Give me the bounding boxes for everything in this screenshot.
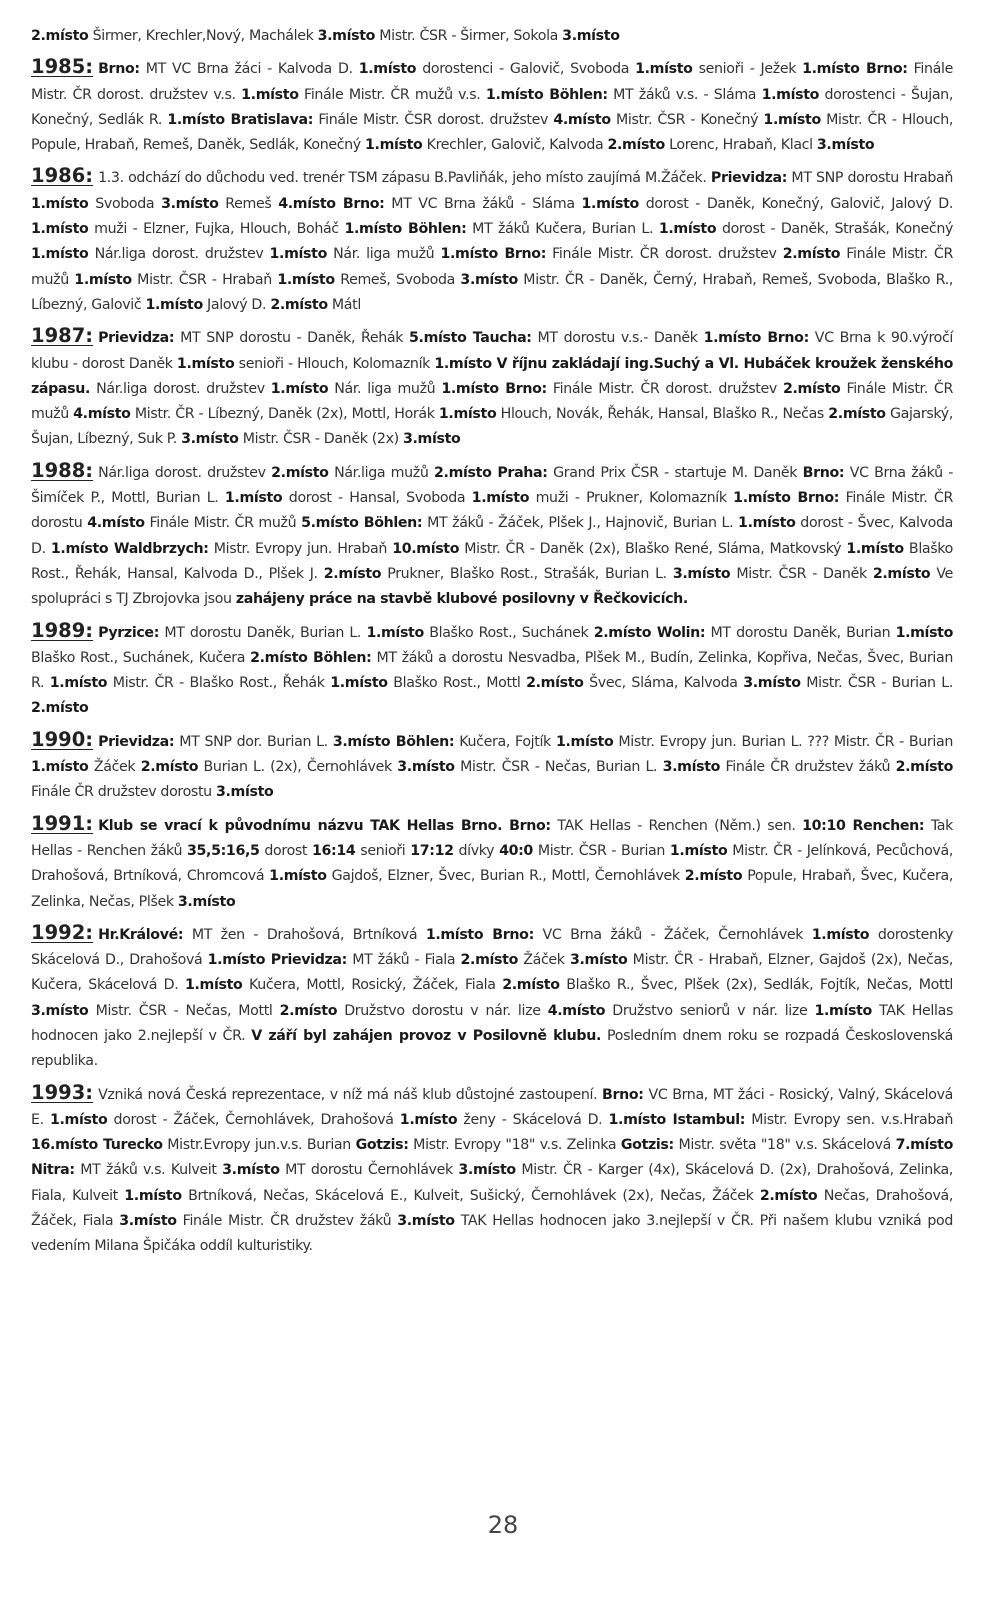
bold-text: 1.místo [74, 271, 132, 288]
bold-text: 1.místo Waldbrzych: [50, 540, 209, 557]
bold-text: 2.místo [782, 380, 841, 397]
bold-text: 1.místo [49, 675, 108, 692]
bold-text: 4.místo [73, 406, 131, 423]
bold-text: V září byl zahájen provoz v Posilovně klubu. [251, 1027, 602, 1044]
text-run: Tak Hellas - Renchen žáků [31, 817, 954, 859]
bold-text: 3.místo [403, 431, 461, 448]
bold-text: 1.místo [31, 246, 89, 263]
text-run: dorost - Švec, Kalvoda D. [31, 515, 953, 557]
bold-text: 2.místo [759, 1187, 818, 1204]
bold-text: 2.místo [872, 565, 931, 582]
bold-text: 1.místo [555, 733, 614, 750]
bold-text: 5.místo Taucha: [409, 330, 532, 347]
bold-text: 3.místo [569, 952, 628, 969]
bold-text: 3.místo [161, 195, 219, 212]
bold-text: 1.místo Brno: [703, 330, 809, 347]
text-run: TAK Hellas hodnocen jako 3.nejlepší v ČR. Při našem klubu vzniká pod vedením Milana Špičáka oddíl kulturistiky. [31, 1213, 953, 1255]
bold-text: 1.místo [581, 195, 639, 212]
bold-text: 1.místo [145, 296, 203, 313]
bold-text: 17:12 [410, 842, 454, 859]
text-run: Hlouch, Novák, Řehák, Hansal, Blaško R., Nečas [496, 406, 829, 423]
text-run: dívky [453, 842, 500, 859]
text-run: MT žáků v.s. Kulveit [74, 1162, 223, 1179]
bold-text: 3.místo [181, 431, 239, 448]
text-run: Nár. liga mužů [328, 380, 442, 397]
text-run: MT žáků - Fiala [346, 952, 461, 969]
text-run: Brtníková, Nečas, Skácelová E., Kulveit, Sušický, Černohlávek (2x), Nečas, Žáček [181, 1187, 760, 1204]
text-run: Mistr. ČR - Hlouch, Popule, Hrabaň, Remeš, Daněk, Sedlák, Konečný [31, 111, 953, 154]
bold-text: Brno: [802, 464, 845, 481]
text-run: Nár.liga dorost. družstev [88, 246, 270, 263]
bold-text: 1.místo [365, 137, 423, 154]
year-heading: 1989: [31, 618, 94, 642]
text-run: Mistr. ČR - Jelínková, Pecůchová, Drahošová, Brtníková, Chromcová [31, 842, 953, 885]
text-run: Finále Mistr. ČR dorost. družstev v.s. [31, 61, 953, 103]
text-run: Finále Mistr. ČR mužů [31, 246, 953, 288]
bold-text: 3.místo [743, 675, 801, 692]
text-run: Prukner, Blaško Rost., Strašák, Burian L. [381, 565, 673, 582]
intro-paragraph [31, 24, 953, 49]
bold-text: 2.místo Wolin: [593, 624, 706, 641]
bold-text: 3.místo [816, 137, 875, 154]
text-run: Finále Mistr. ČR mužů [31, 380, 953, 423]
text-run: Družstvo dorostu v nár. lize [337, 1002, 548, 1019]
bold-text: 3.místo [460, 271, 518, 288]
bold-text: 1.místo [269, 246, 327, 263]
bold-text: 1.místo [31, 221, 89, 238]
text-run: Mistr. ČR - Blaško Rost., Řehák [107, 675, 331, 692]
bold-text: 1.místo V říjnu zakládají ing.Suchý a Vl. Hubáček kroužek ženského zápasu. [31, 355, 954, 397]
bold-text: 2.místo Böhlen: [250, 649, 372, 666]
bold-text: 10:10 Renchen: [802, 817, 925, 834]
bold-text: 2.místo Praha: [434, 464, 548, 481]
year-paragraph [31, 811, 953, 915]
year-paragraph [31, 1080, 953, 1260]
bold-text: 2.místo [782, 246, 841, 263]
bold-text: 1.místo [31, 195, 89, 212]
bold-text: 2.místo [607, 137, 665, 154]
text-run: Mistr. ČSR - Nečas, Burian L. [454, 759, 663, 776]
year-paragraph [31, 54, 953, 158]
year-paragraph [31, 323, 953, 452]
text-run: Gajarský, Šujan, Líbezný, Suk P. [31, 406, 953, 448]
text-run: MT žáků a dorostu Nesvadba, Plšek M., Budín, Zelinka, Kopřiva, Nečas, Švec, Burian R. [31, 649, 953, 692]
text-run: Kučera, Fojtík [454, 733, 556, 750]
bold-text: 2.místo [271, 464, 329, 481]
bold-text: 1.místo [277, 271, 335, 288]
text-run: Mistr. ČSR - Širmer, Sokola [375, 28, 563, 44]
text-run: MT žen - Drahošová, Brtníková [183, 926, 426, 943]
year-heading: 1987: [31, 324, 94, 348]
bold-text: Gotzis: [355, 1137, 409, 1154]
bold-text: 1.místo [846, 540, 904, 557]
bold-text: 4.místo [87, 515, 145, 532]
bold-text: 4.místo Brno: [278, 195, 385, 212]
text-run: muži - Prukner, Kolomazník [529, 490, 734, 507]
text-run: Mistr. Evropy sen. v.s.Hrabaň [745, 1111, 953, 1128]
bold-text: 1.místo [814, 1002, 872, 1019]
bold-text: 3.místo [397, 759, 455, 776]
text-run: Finále Mistr. ČR dorost. družstev [546, 380, 783, 397]
text-run: dorost - Daněk, Strašák, Konečný [716, 221, 954, 238]
text-run: Mistr. světa "18" v.s. Skácelová [673, 1137, 896, 1154]
text-run: 1.3. odchází do důchodu ved. trenér TSM zápasu B.Pavliňák, jeho místo zaujímá M.Žáček. [98, 170, 711, 187]
text-run: VC Brna k 90.výročí klubu - dorost Daněk [31, 330, 954, 372]
bold-text: 2.místo [460, 952, 518, 969]
text-run: Mistr. ČR - Daněk, Černý, Hrabaň, Remeš, Svoboda, Blaško R., Líbezný, Galovič [31, 271, 953, 313]
text-run: Finále Mistr. ČSR dorost. družstev [313, 111, 554, 128]
bold-text: 1.místo [330, 675, 388, 692]
bold-text: 1.místo [658, 221, 717, 238]
text-run: Mistr. ČSR - Daněk [730, 565, 873, 582]
bold-text: 3.místo Böhlen: [332, 733, 455, 750]
bold-text: 1.místo [438, 406, 497, 423]
bold-text: 1.místo [399, 1111, 458, 1128]
text-run: MT dorostu Daněk, Burian L. [159, 624, 367, 641]
text-run: Mistr. ČSR - Konečný [610, 111, 764, 128]
bold-text: 3.místo [215, 784, 274, 801]
bold-text: 1.místo Brno: [440, 246, 547, 263]
bold-text: 1.místo [185, 977, 243, 994]
text-run: MT VC Brna žáci - Kalvoda D. [139, 61, 359, 78]
text-run: Nár.liga dorost. družstev [90, 380, 271, 397]
text-run: Mistr. ČSR - Daněk (2x) [238, 431, 403, 448]
bold-text: 4.místo [553, 111, 611, 128]
bold-text: 3.místo [119, 1213, 177, 1230]
bold-text: 2.místo [279, 1002, 338, 1019]
year-paragraph [31, 727, 953, 806]
text-run: Blaško Rost., Suchánek, Kučera [31, 649, 251, 666]
bold-text: 2.místo [270, 296, 328, 313]
bold-text: 1.místo [895, 624, 953, 641]
text-run: MT žáků Kučera, Burian L. [466, 221, 659, 238]
text-run: Posledním dnem roku se rozpadá Československá republika. [31, 1027, 954, 1070]
bold-text: 1.místo [241, 86, 299, 103]
page-number: 28 [487, 1511, 519, 1539]
text-run: TAK Hellas - Renchen (Něm.) sen. [550, 817, 803, 834]
year-paragraph [31, 458, 953, 613]
text-run: MT VC Brna žáků - Sláma [384, 195, 582, 212]
text-run: Mistr. ČSR - Hrabaň [131, 271, 278, 288]
bold-text: 1.místo [270, 380, 329, 397]
text-run: Finále Mistr. ČR dorost. družstev [546, 246, 783, 263]
bold-text: 3.místo [317, 28, 376, 44]
bold-text: 1.místo Brno: [441, 380, 547, 397]
bold-text: 5.místo Böhlen: [301, 515, 423, 532]
text-run: Gajdoš, Elzner, Švec, Burian R., Mottl, Černohlávek [326, 868, 685, 885]
year-entries [31, 54, 953, 1259]
text-run: ženy - Skácelová D. [457, 1111, 609, 1128]
text-run: Nár. liga mužů [326, 246, 441, 263]
text-run: Kučera, Mottl, Rosický, Žáček, Fiala [242, 977, 503, 994]
bold-text: 1.místo Brno: [802, 61, 908, 78]
text-run: Širmer, Krechler,Nový, Machálek [88, 28, 318, 44]
text-run: MT SNP dor. Burian L. [174, 733, 333, 750]
bold-text: 3.místo [397, 1213, 455, 1230]
bold-text: 3.místo [31, 1002, 89, 1019]
text-run: dorost - Daněk, Konečný, Galovič, Jalový D. [638, 195, 954, 212]
text-run: Grand Prix ČSR - startuje M. Daněk [547, 464, 803, 481]
bold-text: 1.místo [31, 759, 89, 776]
bold-text: 4.místo [547, 1002, 606, 1019]
bold-text: 1.místo Brno: [733, 490, 840, 507]
text-run: muži - Elzner, Fujka, Hlouch, Boháč [88, 221, 345, 238]
text-run: MT dorostu Daněk, Burian [705, 624, 896, 641]
text-run: Mátl [327, 296, 361, 313]
text-run: Popule, Hrabaň, Švec, Kučera, Zelinka, Nečas, Plšek [31, 868, 953, 910]
text-run: VC Brna žáků - Šimíček P., Mottl, Burian L. [31, 464, 953, 507]
bold-text: Brno: [602, 1086, 644, 1103]
text-run: MT dorostu v.s.- Daněk [531, 330, 704, 347]
bold-text: zahájeny práce na stavbě klubové posilovny v Řečkovicích. [235, 591, 688, 608]
bold-text: 2.místo [31, 700, 89, 717]
text-run: Mistr. Evropy jun. Burian L. ??? Mistr. ČR - Burian [613, 733, 953, 750]
text-run: senioři [355, 842, 411, 859]
text-run: Mistr.Evropy jun.v.s. Burian [162, 1137, 356, 1154]
text-run: MT SNP dorostu Hrabaň [787, 170, 953, 187]
text-run: Mistr. ČR - Daněk (2x), Blaško René, Sláma, Matkovský [459, 540, 847, 557]
text-run: Mistr. Evropy "18" v.s. Zelinka [408, 1137, 621, 1154]
text-run: MT žáků - Žáček, Plšek J., Hajnovič, Burian L. [422, 515, 739, 532]
bold-text: Brno: [98, 61, 140, 78]
text-run: Finále ČR družstev dorostu [31, 784, 216, 801]
text-run: Mistr. ČR - Hrabaň, Elzner, Gajdoš (2x), Nečas, Kučera, Skácelová D. [31, 952, 953, 994]
text-run: Mistr. ČR - Karger (4x), Skácelová D. (2x), Drahošová, Zelinka, Fiala, Kulveit [31, 1162, 953, 1204]
text-run: VC Brna žáků - Žáček, Černohlávek [533, 926, 812, 943]
text-run: Blaško Rost., Řehák, Hansal, Kalvoda D., Plšek J. [31, 540, 953, 582]
text-run: Blaško R., Švec, Plšek (2x), Sedlák, Fojtík, Nečas, Mottl [559, 977, 953, 994]
bold-text: Klub se vrací k původnímu názvu TAK Hellas Brno. Brno: [98, 817, 551, 834]
text-run: Lorenc, Hrabaň, Klacl [664, 137, 817, 154]
text-run: MT SNP dorostu - Daněk, Řehák [174, 330, 410, 347]
year-paragraph [31, 920, 953, 1075]
bold-text: 1.místo [224, 490, 283, 507]
text-run: Nár.liga mužů [328, 464, 435, 481]
text-run: Mistr. ČSR - Burian [532, 842, 670, 859]
year-heading: 1990: [31, 727, 94, 751]
text-run: Nár.liga dorost. družstev [98, 464, 272, 481]
bold-text: 1.místo [471, 490, 530, 507]
bold-text: 1.místo [124, 1187, 182, 1204]
text-run: dorostenci - Galovič, Svoboda [416, 61, 636, 78]
bold-text: 3.místo [177, 893, 236, 910]
text-run: Žáček [88, 759, 141, 776]
year-heading: 1988: [31, 458, 94, 482]
bold-text: 3.místo [662, 759, 721, 776]
text-run: Žáček [517, 952, 570, 969]
text-run: Finále Mistr. ČR dorostu [31, 490, 953, 532]
text-run: Finále ČR družstev žáků [720, 759, 896, 776]
text-run: Finále Mistr. ČR mužů v.s. [298, 86, 486, 103]
bold-text: 2.místo [502, 977, 560, 994]
text-run: Krechler, Galovič, Kalvoda [422, 137, 608, 154]
year-heading: 1993: [31, 1080, 94, 1104]
bold-text: 1.místo [763, 111, 821, 128]
year-paragraph [31, 163, 953, 318]
bold-text: 1.místo [738, 515, 796, 532]
text-run: TAK Hellas hodnocen jako 2.nejlepší v ČR. [31, 1002, 953, 1044]
bold-text: 1.místo Böhlen: [485, 86, 608, 103]
year-heading: 1992: [31, 920, 94, 944]
text-run: Svoboda [88, 195, 162, 212]
bold-text: 1.místo [49, 1111, 108, 1128]
bold-text: 1.místo Brno: [425, 926, 534, 943]
bold-text: 3.místo [222, 1162, 280, 1179]
bold-text: 2.místo [828, 406, 886, 423]
text-run: dorostenky Skácelová D., Drahošová [31, 926, 954, 969]
bold-text: 3.místo [562, 28, 620, 44]
bold-text: 16:14 [312, 842, 356, 859]
text-run: dorost - Žáček, Černohlávek, Drahošová [107, 1111, 400, 1128]
bold-text: 1.místo Böhlen: [344, 221, 467, 238]
text-run: Nečas, Drahošová, Žáček, Fiala [31, 1187, 953, 1230]
bold-text: Prievidza: [98, 733, 175, 750]
bold-text: 1.místo [176, 355, 235, 372]
bold-text: 40:0 [499, 842, 533, 859]
text-run: VC Brna, MT žáci - Rosický, Valný, Skácelová E. [31, 1086, 953, 1128]
text-run: Jalový D. [202, 296, 271, 313]
bold-text: 2.místo [323, 565, 382, 582]
text-run: dorost [259, 842, 313, 859]
year-heading: 1991: [31, 811, 94, 835]
bold-text: 1.místo [761, 86, 820, 103]
text-run: Ve spolupráci s TJ Zbrojovka jsou [31, 565, 953, 608]
bold-text: 16.místo Turecko [31, 1137, 163, 1154]
text-run: Burian L. (2x), Černohlávek [198, 759, 398, 776]
bold-text: 1.místo [358, 61, 417, 78]
bold-text: 10.místo [392, 540, 460, 557]
text-run: Remeš, Svoboda [334, 271, 461, 288]
document-page [31, 24, 953, 1260]
bold-text: 1.místo Istambul: [608, 1111, 746, 1128]
bold-text: 3.místo [458, 1162, 516, 1179]
text-run: MT žáků v.s. - Sláma [607, 86, 762, 103]
text-run: Blaško Rost., Suchánek [423, 624, 594, 641]
bold-text: Prievidza: [98, 330, 175, 347]
text-run: Finále Mistr. ČR družstev žáků [176, 1213, 398, 1230]
text-run: MT dorostu Černohlávek [279, 1162, 459, 1179]
bold-text: Pyrzice: [98, 624, 160, 641]
text-run: Blaško Rost., Mottl [387, 675, 527, 692]
bold-text: 2.místo [526, 675, 584, 692]
year-paragraph [31, 618, 953, 722]
bold-text: 2.místo [895, 759, 954, 776]
bold-text: 3.místo [672, 565, 731, 582]
bold-text: 2.místo [31, 28, 89, 44]
bold-text: 1.místo [366, 624, 424, 641]
bold-text: 1.místo Prievidza: [207, 952, 347, 969]
text-run: Mistr. ČSR - Nečas, Mottl [88, 1002, 280, 1019]
text-run: senioři - Ježek [692, 61, 803, 78]
bold-text: Gotzis: [620, 1137, 674, 1154]
bold-text: 1.místo [811, 926, 870, 943]
bold-text: 2.místo [140, 759, 199, 776]
text-run: Remeš [218, 195, 279, 212]
bold-text: 1.místo [669, 842, 728, 859]
year-heading: 1985: [31, 55, 94, 79]
bold-text: 1.místo Bratislava: [167, 111, 314, 128]
bold-text: 7.místo Nitra: [31, 1137, 953, 1179]
text-run: Švec, Sláma, Kalvoda [583, 675, 744, 692]
bold-text: Hr.Králové: [98, 926, 184, 943]
text-run: Vzniká nová Česká reprezentace, v níž má náš klub důstojné zastoupení. [98, 1086, 603, 1103]
bold-text: 2.místo [684, 868, 743, 885]
year-heading: 1986: [31, 164, 94, 188]
text-run: Mistr. Evropy jun. Hrabaň [208, 540, 393, 557]
text-run: Finále Mistr. ČR mužů [144, 515, 302, 532]
text-run: dorostenci - Šujan, Konečný, Sedlák R. [31, 86, 953, 128]
text-run: Mistr. ČR - Líbezný, Daněk (2x), Mottl, Horák [130, 406, 439, 423]
text-run: Družstvo seniorů v nár. lize [605, 1002, 815, 1019]
text-run: dorost - Hansal, Svoboda [282, 490, 472, 507]
text-run: senioři - Hlouch, Kolomazník [234, 355, 435, 372]
bold-text: 1.místo [269, 868, 327, 885]
text-run: Mistr. ČSR - Burian L. [800, 675, 953, 692]
bold-text: Prievidza: [710, 170, 788, 187]
bold-text: 35,5:16,5 [187, 842, 260, 859]
bold-text: 1.místo [635, 61, 693, 78]
